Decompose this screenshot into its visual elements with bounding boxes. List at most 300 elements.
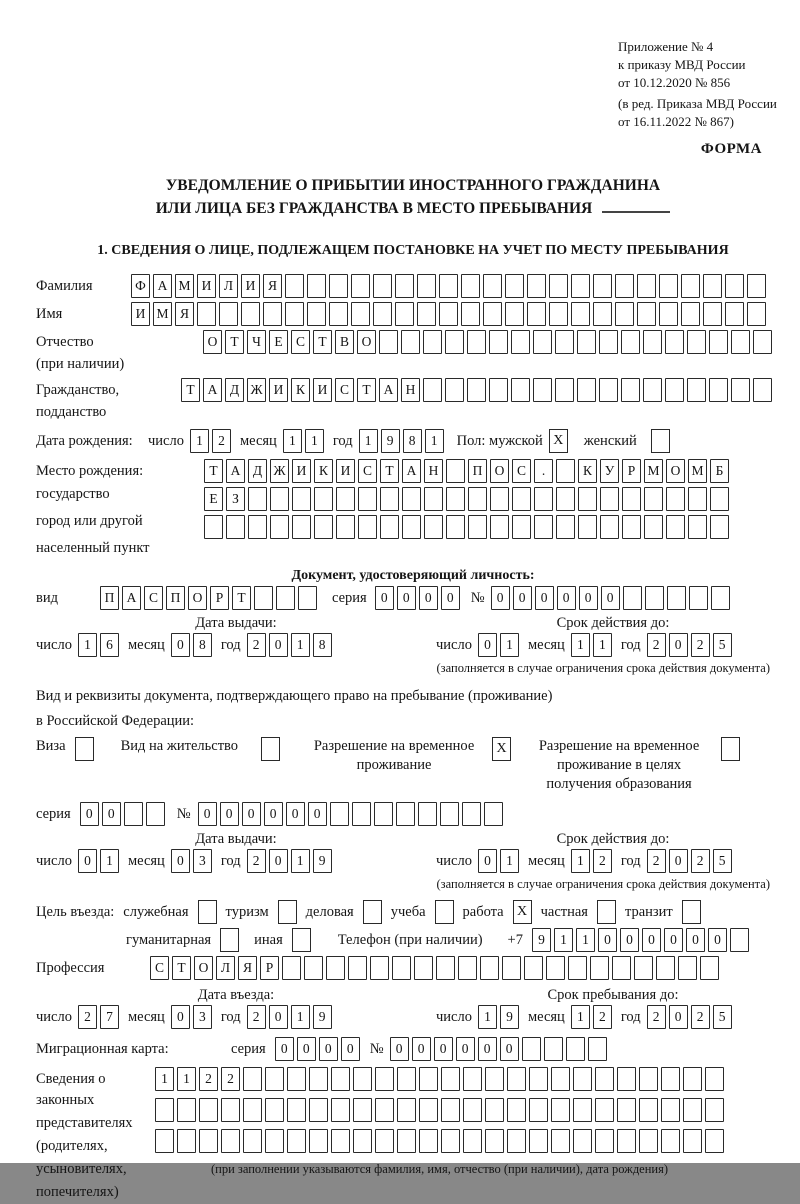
- char-box[interactable]: [401, 330, 420, 354]
- char-box[interactable]: 0: [500, 1037, 519, 1061]
- char-box[interactable]: [446, 459, 465, 483]
- char-box[interactable]: 0: [669, 1005, 688, 1029]
- char-box[interactable]: С: [512, 459, 531, 483]
- char-box[interactable]: [370, 956, 389, 980]
- char-box[interactable]: [731, 330, 750, 354]
- char-box[interactable]: [441, 1129, 460, 1153]
- char-box[interactable]: [595, 1098, 614, 1122]
- char-box[interactable]: [593, 274, 612, 298]
- char-box[interactable]: [304, 956, 323, 980]
- char-box[interactable]: [263, 302, 282, 326]
- char-box[interactable]: [441, 1067, 460, 1091]
- purpose-official-checkbox[interactable]: [198, 900, 217, 924]
- char-box[interactable]: [529, 1067, 548, 1091]
- char-box[interactable]: [307, 274, 326, 298]
- char-box[interactable]: [292, 487, 311, 511]
- char-box[interactable]: [544, 1037, 563, 1061]
- char-box[interactable]: [423, 330, 442, 354]
- char-box[interactable]: [527, 302, 546, 326]
- char-box[interactable]: [204, 515, 223, 539]
- char-box[interactable]: [467, 330, 486, 354]
- char-box[interactable]: 3: [193, 1005, 212, 1029]
- char-box[interactable]: [688, 487, 707, 511]
- char-box[interactable]: [527, 274, 546, 298]
- char-box[interactable]: Я: [175, 302, 194, 326]
- char-box[interactable]: [507, 1129, 526, 1153]
- char-box[interactable]: [533, 378, 552, 402]
- char-box[interactable]: 2: [691, 633, 710, 657]
- char-box[interactable]: 2: [247, 1005, 266, 1029]
- char-box[interactable]: 5: [713, 849, 732, 873]
- char-box[interactable]: [505, 274, 524, 298]
- char-box[interactable]: [353, 1129, 372, 1153]
- char-box[interactable]: [489, 378, 508, 402]
- char-box[interactable]: [241, 302, 260, 326]
- char-box[interactable]: [747, 302, 766, 326]
- char-box[interactable]: И: [292, 459, 311, 483]
- char-box[interactable]: [397, 1098, 416, 1122]
- char-box[interactable]: [458, 956, 477, 980]
- char-box[interactable]: Д: [225, 378, 244, 402]
- char-box[interactable]: [573, 1067, 592, 1091]
- char-box[interactable]: [615, 274, 634, 298]
- char-box[interactable]: Е: [269, 330, 288, 354]
- char-box[interactable]: 2: [647, 849, 666, 873]
- char-box[interactable]: [643, 378, 662, 402]
- char-box[interactable]: [551, 1129, 570, 1153]
- char-box[interactable]: Н: [424, 459, 443, 483]
- char-box[interactable]: [511, 330, 530, 354]
- char-box[interactable]: [221, 1098, 240, 1122]
- char-box[interactable]: [331, 1098, 350, 1122]
- char-box[interactable]: 0: [171, 1005, 190, 1029]
- char-box[interactable]: [705, 1129, 724, 1153]
- char-box[interactable]: [622, 487, 641, 511]
- char-box[interactable]: [285, 274, 304, 298]
- char-box[interactable]: 0: [390, 1037, 409, 1061]
- char-box[interactable]: [507, 1067, 526, 1091]
- char-box[interactable]: К: [291, 378, 310, 402]
- char-box[interactable]: 1: [291, 849, 310, 873]
- char-box[interactable]: [681, 302, 700, 326]
- char-box[interactable]: [446, 487, 465, 511]
- purpose-transit-checkbox[interactable]: [682, 900, 701, 924]
- char-box[interactable]: [623, 586, 642, 610]
- char-box[interactable]: [463, 1067, 482, 1091]
- char-box[interactable]: Ж: [247, 378, 266, 402]
- char-box[interactable]: [524, 956, 543, 980]
- char-box[interactable]: О: [194, 956, 213, 980]
- char-box[interactable]: [644, 487, 663, 511]
- char-box[interactable]: [424, 515, 443, 539]
- char-box[interactable]: 0: [102, 802, 121, 826]
- char-box[interactable]: 2: [593, 1005, 612, 1029]
- char-box[interactable]: [489, 330, 508, 354]
- char-box[interactable]: 1: [500, 633, 519, 657]
- char-box[interactable]: 0: [171, 633, 190, 657]
- purpose-other-checkbox[interactable]: [292, 928, 311, 952]
- char-box[interactable]: [615, 302, 634, 326]
- char-box[interactable]: [462, 802, 481, 826]
- char-box[interactable]: Р: [260, 956, 279, 980]
- char-box[interactable]: 0: [434, 1037, 453, 1061]
- char-box[interactable]: 0: [535, 586, 554, 610]
- char-box[interactable]: [417, 274, 436, 298]
- char-box[interactable]: [573, 1098, 592, 1122]
- char-box[interactable]: 1: [571, 849, 590, 873]
- char-box[interactable]: И: [241, 274, 260, 298]
- char-box[interactable]: [219, 302, 238, 326]
- char-box[interactable]: 1: [478, 1005, 497, 1029]
- char-box[interactable]: [348, 956, 367, 980]
- char-box[interactable]: [199, 1098, 218, 1122]
- char-box[interactable]: [656, 956, 675, 980]
- char-box[interactable]: 1: [305, 429, 324, 453]
- char-box[interactable]: Д: [248, 459, 267, 483]
- char-box[interactable]: [392, 956, 411, 980]
- char-box[interactable]: [243, 1098, 262, 1122]
- char-box[interactable]: А: [402, 459, 421, 483]
- char-box[interactable]: [243, 1067, 262, 1091]
- char-box[interactable]: [446, 515, 465, 539]
- sex-male-checkbox[interactable]: X: [549, 429, 568, 453]
- char-box[interactable]: 1: [291, 633, 310, 657]
- char-box[interactable]: [490, 515, 509, 539]
- char-box[interactable]: [380, 487, 399, 511]
- char-box[interactable]: И: [131, 302, 150, 326]
- char-box[interactable]: М: [153, 302, 172, 326]
- char-box[interactable]: 8: [193, 633, 212, 657]
- char-box[interactable]: 1: [190, 429, 209, 453]
- char-box[interactable]: [352, 802, 371, 826]
- char-box[interactable]: [358, 515, 377, 539]
- char-box[interactable]: [617, 1129, 636, 1153]
- char-box[interactable]: [221, 1129, 240, 1153]
- char-box[interactable]: 1: [291, 1005, 310, 1029]
- char-box[interactable]: [417, 302, 436, 326]
- char-box[interactable]: [667, 586, 686, 610]
- char-box[interactable]: [551, 1098, 570, 1122]
- char-box[interactable]: [358, 487, 377, 511]
- char-box[interactable]: [265, 1098, 284, 1122]
- char-box[interactable]: [468, 515, 487, 539]
- char-box[interactable]: 0: [642, 928, 661, 952]
- char-box[interactable]: 3: [193, 849, 212, 873]
- char-box[interactable]: [309, 1129, 328, 1153]
- char-box[interactable]: [373, 274, 392, 298]
- char-box[interactable]: 1: [155, 1067, 174, 1091]
- char-box[interactable]: 2: [647, 1005, 666, 1029]
- char-box[interactable]: [683, 1098, 702, 1122]
- char-box[interactable]: [573, 1129, 592, 1153]
- char-box[interactable]: М: [644, 459, 663, 483]
- char-box[interactable]: Я: [263, 274, 282, 298]
- char-box[interactable]: [617, 1067, 636, 1091]
- char-box[interactable]: 0: [669, 849, 688, 873]
- char-box[interactable]: [336, 515, 355, 539]
- char-box[interactable]: [424, 487, 443, 511]
- char-box[interactable]: [414, 956, 433, 980]
- char-box[interactable]: Б: [710, 459, 729, 483]
- char-box[interactable]: Т: [181, 378, 200, 402]
- char-box[interactable]: 0: [80, 802, 99, 826]
- char-box[interactable]: [546, 956, 565, 980]
- char-box[interactable]: [659, 302, 678, 326]
- char-box[interactable]: [467, 378, 486, 402]
- char-box[interactable]: Ф: [131, 274, 150, 298]
- char-box[interactable]: [177, 1098, 196, 1122]
- char-box[interactable]: [155, 1098, 174, 1122]
- char-box[interactable]: [661, 1129, 680, 1153]
- char-box[interactable]: 8: [313, 633, 332, 657]
- char-box[interactable]: [688, 515, 707, 539]
- char-box[interactable]: [287, 1098, 306, 1122]
- char-box[interactable]: [555, 378, 574, 402]
- char-box[interactable]: [282, 956, 301, 980]
- char-box[interactable]: [483, 302, 502, 326]
- char-box[interactable]: [395, 274, 414, 298]
- char-box[interactable]: [730, 928, 749, 952]
- char-box[interactable]: О: [490, 459, 509, 483]
- char-box[interactable]: [265, 1129, 284, 1153]
- char-box[interactable]: [314, 515, 333, 539]
- char-box[interactable]: И: [313, 378, 332, 402]
- char-box[interactable]: [439, 302, 458, 326]
- char-box[interactable]: А: [379, 378, 398, 402]
- char-box[interactable]: М: [688, 459, 707, 483]
- char-box[interactable]: А: [203, 378, 222, 402]
- char-box[interactable]: [556, 515, 575, 539]
- char-box[interactable]: И: [336, 459, 355, 483]
- char-box[interactable]: [309, 1067, 328, 1091]
- char-box[interactable]: [375, 1067, 394, 1091]
- char-box[interactable]: 0: [456, 1037, 475, 1061]
- char-box[interactable]: 0: [242, 802, 261, 826]
- char-box[interactable]: [380, 515, 399, 539]
- char-box[interactable]: [678, 956, 697, 980]
- char-box[interactable]: Т: [380, 459, 399, 483]
- char-box[interactable]: 1: [576, 928, 595, 952]
- char-box[interactable]: [556, 487, 575, 511]
- char-box[interactable]: 8: [403, 429, 422, 453]
- char-box[interactable]: [529, 1098, 548, 1122]
- char-box[interactable]: А: [226, 459, 245, 483]
- char-box[interactable]: Т: [357, 378, 376, 402]
- char-box[interactable]: [571, 302, 590, 326]
- char-box[interactable]: [529, 1129, 548, 1153]
- char-box[interactable]: 0: [598, 928, 617, 952]
- char-box[interactable]: С: [358, 459, 377, 483]
- char-box[interactable]: [440, 802, 459, 826]
- char-box[interactable]: [703, 302, 722, 326]
- char-box[interactable]: [711, 586, 730, 610]
- char-box[interactable]: 1: [78, 633, 97, 657]
- char-box[interactable]: 1: [500, 849, 519, 873]
- char-box[interactable]: [577, 330, 596, 354]
- char-box[interactable]: 1: [359, 429, 378, 453]
- char-box[interactable]: [505, 302, 524, 326]
- char-box[interactable]: [639, 1098, 658, 1122]
- char-box[interactable]: [512, 515, 531, 539]
- char-box[interactable]: [753, 378, 772, 402]
- char-box[interactable]: [439, 274, 458, 298]
- char-box[interactable]: [507, 1098, 526, 1122]
- char-box[interactable]: [661, 1098, 680, 1122]
- char-box[interactable]: 1: [554, 928, 573, 952]
- char-box[interactable]: [634, 956, 653, 980]
- char-box[interactable]: 2: [647, 633, 666, 657]
- char-box[interactable]: 0: [264, 802, 283, 826]
- char-box[interactable]: [571, 274, 590, 298]
- char-box[interactable]: [480, 956, 499, 980]
- char-box[interactable]: [705, 1067, 724, 1091]
- char-box[interactable]: 1: [177, 1067, 196, 1091]
- char-box[interactable]: 9: [381, 429, 400, 453]
- char-box[interactable]: Р: [210, 586, 229, 610]
- char-box[interactable]: 0: [664, 928, 683, 952]
- char-box[interactable]: [254, 586, 273, 610]
- char-box[interactable]: 9: [500, 1005, 519, 1029]
- char-box[interactable]: [146, 802, 165, 826]
- char-box[interactable]: [330, 802, 349, 826]
- char-box[interactable]: [621, 330, 640, 354]
- char-box[interactable]: [276, 586, 295, 610]
- char-box[interactable]: [461, 302, 480, 326]
- char-box[interactable]: 0: [269, 849, 288, 873]
- char-box[interactable]: [595, 1067, 614, 1091]
- char-box[interactable]: 0: [513, 586, 532, 610]
- char-box[interactable]: Т: [204, 459, 223, 483]
- char-box[interactable]: 0: [275, 1037, 294, 1061]
- char-box[interactable]: [197, 302, 216, 326]
- char-box[interactable]: [248, 515, 267, 539]
- char-box[interactable]: 0: [669, 633, 688, 657]
- char-box[interactable]: [590, 956, 609, 980]
- char-box[interactable]: 0: [220, 802, 239, 826]
- char-box[interactable]: 0: [478, 1037, 497, 1061]
- char-box[interactable]: [578, 515, 597, 539]
- char-box[interactable]: И: [269, 378, 288, 402]
- char-box[interactable]: 2: [199, 1067, 218, 1091]
- char-box[interactable]: .: [534, 459, 553, 483]
- char-box[interactable]: [397, 1129, 416, 1153]
- char-box[interactable]: 1: [283, 429, 302, 453]
- char-box[interactable]: [395, 302, 414, 326]
- char-box[interactable]: 0: [557, 586, 576, 610]
- char-box[interactable]: 0: [78, 849, 97, 873]
- purpose-study-checkbox[interactable]: [435, 900, 454, 924]
- char-box[interactable]: 0: [579, 586, 598, 610]
- purpose-private-checkbox[interactable]: [597, 900, 616, 924]
- char-box[interactable]: [709, 330, 728, 354]
- purpose-humanitarian-checkbox[interactable]: [220, 928, 239, 952]
- char-box[interactable]: 0: [319, 1037, 338, 1061]
- char-box[interactable]: 0: [269, 1005, 288, 1029]
- char-box[interactable]: 2: [593, 849, 612, 873]
- char-box[interactable]: [687, 378, 706, 402]
- char-box[interactable]: [353, 1098, 372, 1122]
- char-box[interactable]: [402, 515, 421, 539]
- char-box[interactable]: П: [468, 459, 487, 483]
- char-box[interactable]: [436, 956, 455, 980]
- char-box[interactable]: 0: [397, 586, 416, 610]
- char-box[interactable]: [485, 1098, 504, 1122]
- char-box[interactable]: [124, 802, 143, 826]
- char-box[interactable]: [375, 1129, 394, 1153]
- char-box[interactable]: 0: [308, 802, 327, 826]
- char-box[interactable]: [578, 487, 597, 511]
- char-box[interactable]: 0: [297, 1037, 316, 1061]
- char-box[interactable]: Я: [238, 956, 257, 980]
- char-box[interactable]: [441, 1098, 460, 1122]
- char-box[interactable]: [373, 302, 392, 326]
- char-box[interactable]: [248, 487, 267, 511]
- char-box[interactable]: 5: [713, 1005, 732, 1029]
- char-box[interactable]: 2: [691, 849, 710, 873]
- char-box[interactable]: 0: [269, 633, 288, 657]
- char-box[interactable]: С: [144, 586, 163, 610]
- char-box[interactable]: [600, 487, 619, 511]
- char-box[interactable]: [331, 1067, 350, 1091]
- char-box[interactable]: [681, 274, 700, 298]
- char-box[interactable]: [402, 487, 421, 511]
- char-box[interactable]: 0: [412, 1037, 431, 1061]
- char-box[interactable]: [298, 586, 317, 610]
- char-box[interactable]: [485, 1129, 504, 1153]
- char-box[interactable]: К: [578, 459, 597, 483]
- char-box[interactable]: [643, 330, 662, 354]
- char-box[interactable]: 1: [425, 429, 444, 453]
- char-box[interactable]: [522, 1037, 541, 1061]
- char-box[interactable]: [595, 1129, 614, 1153]
- char-box[interactable]: 6: [100, 633, 119, 657]
- char-box[interactable]: [351, 274, 370, 298]
- residence-permit-checkbox[interactable]: [261, 737, 280, 761]
- char-box[interactable]: [397, 1067, 416, 1091]
- char-box[interactable]: К: [314, 459, 333, 483]
- char-box[interactable]: [747, 274, 766, 298]
- char-box[interactable]: 0: [708, 928, 727, 952]
- char-box[interactable]: 2: [247, 633, 266, 657]
- char-box[interactable]: [588, 1037, 607, 1061]
- char-box[interactable]: [683, 1067, 702, 1091]
- char-box[interactable]: [374, 802, 393, 826]
- char-box[interactable]: 9: [313, 1005, 332, 1029]
- char-box[interactable]: [307, 302, 326, 326]
- char-box[interactable]: [287, 1067, 306, 1091]
- char-box[interactable]: [396, 802, 415, 826]
- char-box[interactable]: Т: [225, 330, 244, 354]
- char-box[interactable]: [423, 378, 442, 402]
- char-box[interactable]: 2: [247, 849, 266, 873]
- char-box[interactable]: [637, 274, 656, 298]
- char-box[interactable]: [463, 1098, 482, 1122]
- char-box[interactable]: [617, 1098, 636, 1122]
- char-box[interactable]: О: [357, 330, 376, 354]
- char-box[interactable]: О: [666, 459, 685, 483]
- char-box[interactable]: Н: [401, 378, 420, 402]
- char-box[interactable]: [549, 302, 568, 326]
- char-box[interactable]: [419, 1098, 438, 1122]
- char-box[interactable]: [703, 274, 722, 298]
- char-box[interactable]: [445, 378, 464, 402]
- char-box[interactable]: [551, 1067, 570, 1091]
- char-box[interactable]: Т: [313, 330, 332, 354]
- char-box[interactable]: [199, 1129, 218, 1153]
- char-box[interactable]: А: [122, 586, 141, 610]
- char-box[interactable]: [709, 378, 728, 402]
- char-box[interactable]: [265, 1067, 284, 1091]
